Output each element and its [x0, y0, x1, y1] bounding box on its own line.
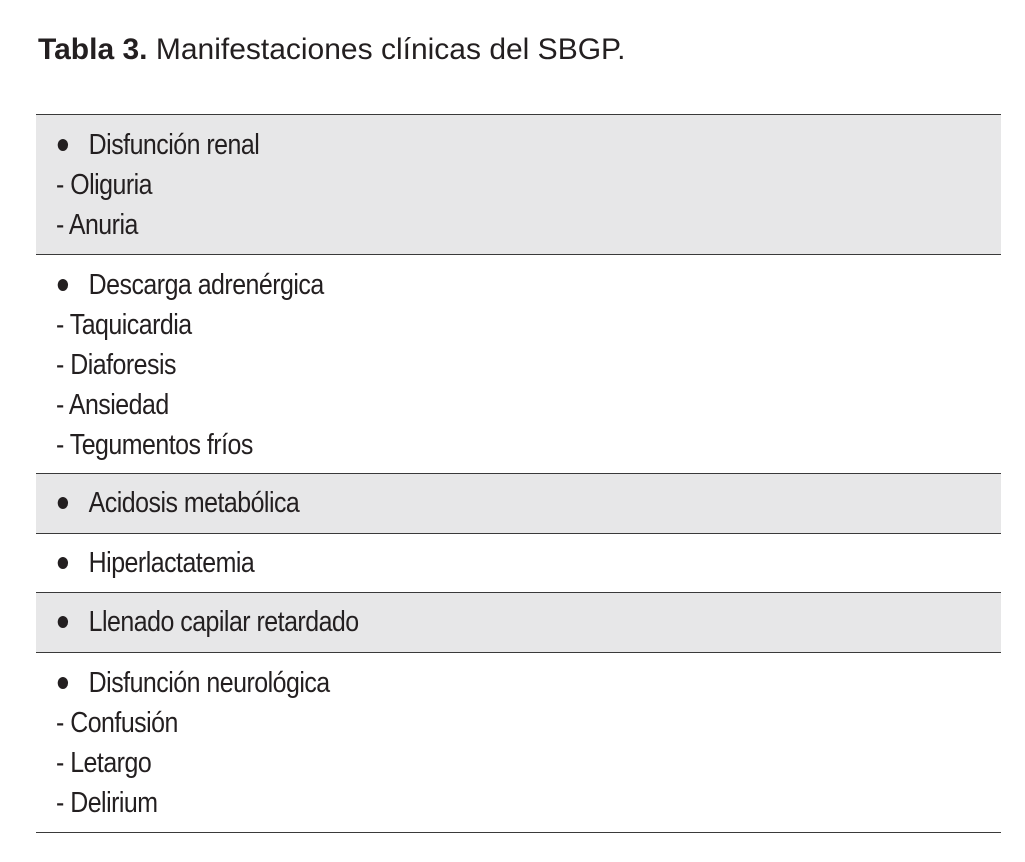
row-heading — [56, 663, 869, 703]
row-heading — [56, 602, 869, 642]
row-heading — [56, 125, 869, 165]
row-heading — [56, 543, 869, 583]
list-item: - Tegumentos fríos — [56, 429, 253, 461]
list-item: - Diaforesis — [56, 349, 176, 381]
bullet-icon — [58, 616, 68, 628]
table-row — [36, 474, 1001, 534]
row-heading-text: Disfunción neurológica — [88, 667, 330, 699]
list-item: - Letargo — [56, 747, 152, 779]
row-heading — [56, 483, 869, 523]
table-row — [36, 115, 1001, 255]
list-item: - Delirium — [56, 787, 158, 819]
table-title-text: Manifestaciones clínicas del SBGP. — [155, 33, 626, 66]
table-title — [38, 30, 626, 70]
bullet-icon — [58, 279, 68, 291]
row-heading — [56, 265, 869, 305]
table-row — [36, 255, 1001, 474]
row-heading-text: Descarga adrenérgica — [88, 269, 324, 301]
bullet-icon — [58, 557, 68, 569]
row-heading-text: Disfunción renal — [88, 129, 260, 161]
table-row — [36, 593, 1001, 653]
list-item: - Confusión — [56, 707, 178, 739]
list-item: - Anuria — [56, 209, 138, 241]
manifestations-table — [36, 114, 1001, 833]
list-item: - Oliguria — [56, 169, 153, 201]
bullet-icon — [58, 497, 68, 509]
bullet-icon — [58, 677, 68, 689]
row-heading-text: Llenado capilar retardado — [88, 606, 359, 638]
table-row — [36, 653, 1001, 833]
table-title-label: Tabla 3. — [38, 33, 148, 66]
list-item: - Taquicardia — [56, 309, 192, 341]
row-heading-text: Hiperlactatemia — [88, 547, 255, 579]
row-heading-text: Acidosis metabólica — [88, 487, 300, 519]
list-item: - Ansiedad — [56, 389, 169, 421]
bullet-icon — [58, 139, 68, 151]
table-row — [36, 534, 1001, 593]
